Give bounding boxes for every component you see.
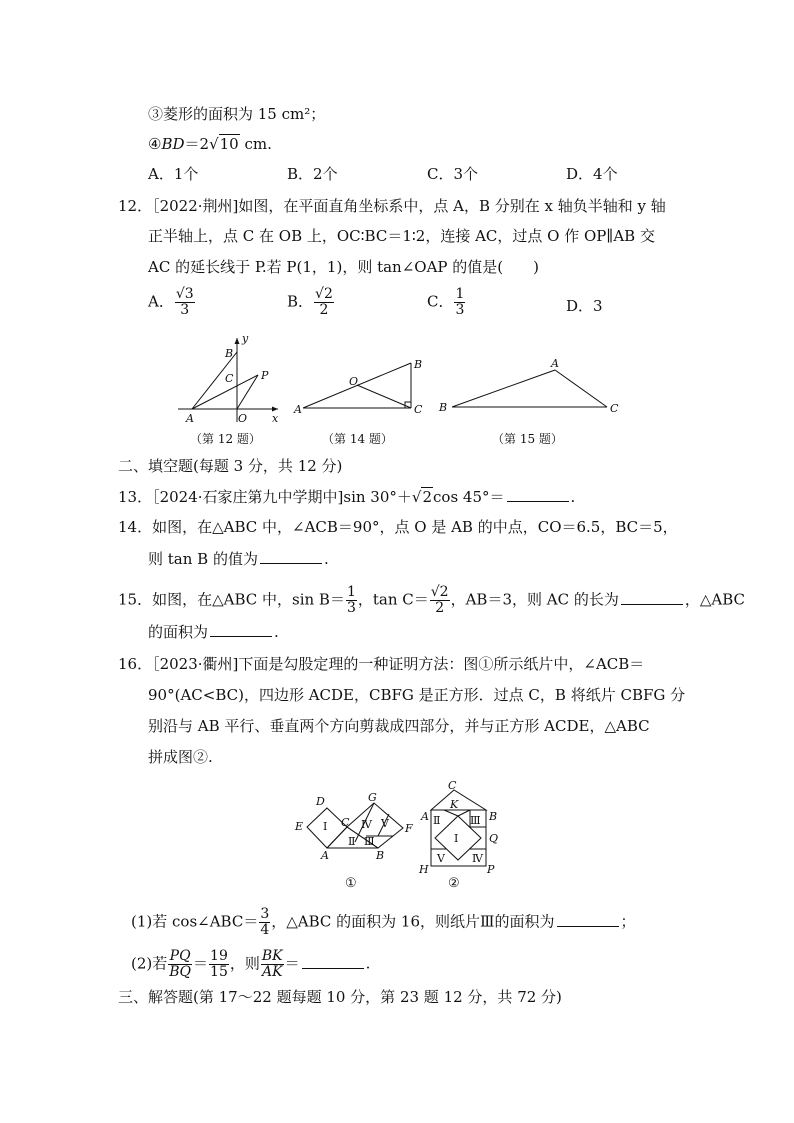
q16-sub2-fraction-1: [168, 949, 192, 980]
fig16-1-piece-i: Ⅰ: [323, 820, 328, 833]
q16-sub2-eq: ＝: [193, 954, 209, 973]
q13-rad: 2: [422, 488, 433, 506]
q16-sub2-answer-blank[interactable]: [302, 954, 364, 969]
q12-option-c-label: C．: [427, 292, 454, 311]
fig12-label-b: B: [225, 347, 234, 360]
q16-sub2-f2-den: 15: [210, 964, 228, 980]
q16-sub2-f2-num: 19: [210, 948, 228, 964]
q12-option-c-num: 1: [455, 286, 465, 302]
q12-option-c: [427, 287, 466, 318]
fig14-label-a: A: [294, 403, 302, 416]
fig16-1-piece-v: Ⅴ: [381, 817, 389, 830]
fig16-1-label-g: G: [368, 791, 377, 804]
q13-suffix: cos 45°＝: [433, 488, 505, 506]
q16-sub2-f1-den: BQ: [169, 964, 192, 980]
fig14-caption: （第 14 题）: [322, 432, 393, 446]
q12-option-c-den: 3: [455, 302, 465, 318]
q12-option-a-num: √3: [175, 286, 194, 302]
q15-p4: ，△ABC: [684, 590, 745, 609]
figure-12: [170, 330, 290, 425]
q12-line3: AC 的延长线于 P.若 P(1，1)，则 tan∠OAP 的值是( ): [148, 258, 539, 276]
q15-line2-end: .: [274, 623, 279, 641]
q15-sinb-num: 1: [346, 584, 356, 600]
fig16-2-piece-iii: Ⅲ: [470, 814, 481, 827]
q16-sub1-answer-blank[interactable]: [557, 912, 619, 927]
fig16-1-label-d: D: [316, 795, 325, 808]
q15-line1: [118, 585, 745, 616]
fig16-2-caption: ②: [448, 876, 460, 891]
fig16-2-label-c: C: [448, 779, 457, 792]
q12-option-b-num: √2: [315, 286, 333, 302]
q15-answer-blank-1[interactable]: [621, 590, 683, 605]
fig16-1-label-e: E: [295, 820, 304, 833]
fig16-1-caption: ①: [345, 876, 357, 891]
q16-line1: 16．［2023·衢州]下面是勾股定理的一种证明方法：图①所示纸片中，∠ACB＝: [118, 655, 645, 673]
q15-tanc-num: √2: [430, 584, 449, 600]
q16-sub2-fraction-2: [209, 949, 229, 980]
fig16-2-piece-v: Ⅴ: [437, 852, 445, 865]
q15-tanc-fraction: [430, 585, 450, 616]
q16-sub2-b: ，则: [229, 954, 260, 973]
fig16-2-piece-ii: Ⅱ: [433, 814, 441, 827]
q11-item4-unit: cm.: [239, 135, 272, 153]
q16-sub1-fraction: [259, 907, 270, 938]
fig16-1-label-f: F: [405, 822, 413, 835]
fig16-1-piece-ii: Ⅱ: [348, 835, 356, 848]
q11-item4: [148, 134, 272, 154]
q11-item4-prefix: ④: [148, 135, 162, 153]
q12-option-a: [148, 287, 196, 318]
q14-line2-prefix: 则 tan B 的值为: [148, 550, 258, 568]
q16-sub2-eq2: ＝: [284, 954, 300, 973]
q12-line1: 12．［2022·荆州]如图，在平面直角坐标系中，点 A，B 分别在 x 轴负半轴和 y 轴: [118, 197, 666, 215]
q16-sub1-b: ，△ABC 的面积为 16，则纸片Ⅲ的面积为: [271, 912, 555, 931]
q15-tanc-den: 2: [435, 600, 445, 616]
fig16-2-label-q: Q: [489, 832, 499, 845]
fig15-label-a: A: [551, 357, 559, 370]
q11-option-a: A．1个: [148, 165, 199, 183]
q16-line3: 别沿与 AB 平行、垂直两个方向剪裁成四部分，并与正方形 ACDE，△ABC: [148, 717, 650, 735]
q15-p1: 15．如图，在△ABC 中，sin B＝: [118, 590, 345, 609]
q16-sub2-f1-num: PQ: [169, 948, 191, 964]
q15-sinb-den: 3: [346, 600, 356, 616]
q16-line4: 拼成图②.: [148, 748, 213, 766]
q11-option-b: B．2个: [287, 165, 338, 183]
fig14-label-o: O: [349, 375, 359, 388]
fig16-2-piece-i: Ⅰ: [454, 832, 459, 845]
sqrt-icon: √: [411, 488, 422, 506]
fig16-1-piece-iv: Ⅳ: [361, 818, 372, 831]
q15-answer-blank-2[interactable]: [210, 622, 272, 637]
section3-heading: 三、解答题(第 17～22 题每题 10 分，第 23 题 12 分，共 72 分): [118, 988, 562, 1006]
q12-option-a-label: A．: [148, 292, 174, 311]
q11-option-c: C．3个: [427, 165, 479, 183]
q16-sub2-f3-den: AK: [261, 964, 283, 980]
q15-sinb-fraction: [346, 585, 357, 616]
q11-item4-rad: 10: [219, 135, 239, 153]
fig15-label-c: C: [610, 402, 619, 415]
q14-line1: 14．如图，在△ABC 中，∠ACB＝90°，点 O 是 AB 的中点，CO＝6.5，BC＝5，: [118, 518, 678, 536]
fig15-label-b: B: [439, 401, 448, 414]
fig16-2-label-b: B: [489, 810, 498, 823]
q14-line2: [148, 549, 329, 569]
q16-sub2: [131, 949, 370, 980]
q16-sub1-num: 3: [260, 906, 270, 922]
fig16-1-label-a: A: [321, 849, 329, 862]
q16-sub1-a: (1)若 cos∠ABC＝: [131, 912, 259, 931]
figure-14: [293, 355, 433, 420]
fig16-1-piece-iii: Ⅲ: [364, 835, 375, 848]
q12-option-b: [287, 287, 335, 318]
sqrt-icon: √: [209, 135, 219, 153]
q11-item4-var: BD: [161, 135, 185, 153]
q12-option-a-den: 3: [180, 302, 190, 318]
q12-option-a-fraction: [175, 287, 195, 318]
q11-item3: ③菱形的面积为 15 cm²；: [148, 105, 326, 123]
fig12-label-a: A: [186, 412, 194, 425]
q14-line2-end: .: [323, 550, 329, 568]
fig14-label-c: C: [414, 403, 423, 416]
q11-option-d: D．4个: [566, 165, 618, 183]
q12-option-d: D．3: [566, 297, 603, 315]
q11-item4-eq: ＝2: [184, 135, 210, 153]
q15-p3: ，AB＝3，则 AC 的长为: [450, 590, 619, 609]
fig16-2-label-a: A: [421, 810, 429, 823]
fig16-1-label-c: C: [341, 816, 350, 829]
section2-heading: 二、填空题(每题 3 分，共 12 分): [118, 457, 343, 475]
q16-sub2-fraction-3: [261, 949, 284, 980]
fig16-2-label-h: H: [419, 863, 429, 876]
fig16-2-piece-iv: Ⅳ: [472, 852, 483, 865]
fig14-label-b: B: [414, 358, 423, 371]
q12-option-b-fraction: [314, 287, 334, 318]
q16-sub2-f3-num: BK: [261, 948, 283, 964]
q14-answer-blank[interactable]: [260, 549, 322, 564]
figure-16-1: [290, 790, 425, 890]
fig12-label-y: y: [242, 332, 249, 345]
q16-sub2-a: (2)若: [131, 954, 168, 973]
q12-option-b-den: 2: [319, 302, 329, 318]
q13-end: .: [570, 488, 576, 506]
figure-15: [437, 357, 627, 417]
fig16-2-label-p: P: [487, 863, 495, 876]
q16-sub1: [131, 907, 636, 938]
q16-line2: 90°(AC<BC)，四边形 ACDE，CBFG 是正方形．过点 C，B 将纸片 CBFG 分: [148, 686, 686, 704]
q12-option-c-fraction: [454, 287, 465, 318]
q13-prefix: 13．［2024·石家庄第九中学期中]sin 30°＋: [118, 488, 412, 506]
fig16-2-label-k: K: [450, 798, 459, 811]
fig12-caption: （第 12 题）: [190, 432, 261, 446]
q16-sub1-den: 4: [260, 922, 270, 938]
fig15-caption: （第 15 题）: [492, 432, 563, 446]
q12-line2: 正半轴上，点 C 在 OB 上，OC∶BC＝1∶2，连接 AC，过点 O 作 OP∥AB 交: [148, 227, 655, 245]
q15-line2-prefix: 的面积为: [148, 623, 209, 641]
q15-p2: ，tan C＝: [357, 590, 429, 609]
q12-option-b-label: B．: [287, 292, 314, 311]
q16-sub2-end: .: [365, 954, 371, 973]
fig12-label-p: P: [261, 369, 269, 382]
q16-sub1-end: ；: [620, 912, 636, 931]
fig12-label-o: O: [238, 412, 248, 425]
fig16-1-label-b: B: [376, 849, 385, 862]
q13: [118, 487, 575, 507]
figure-16-2: [415, 778, 505, 878]
q15-line2: [148, 622, 279, 642]
fig12-label-x: x: [272, 412, 279, 425]
q13-answer-blank[interactable]: [507, 487, 569, 502]
fig12-label-c: C: [225, 372, 234, 385]
